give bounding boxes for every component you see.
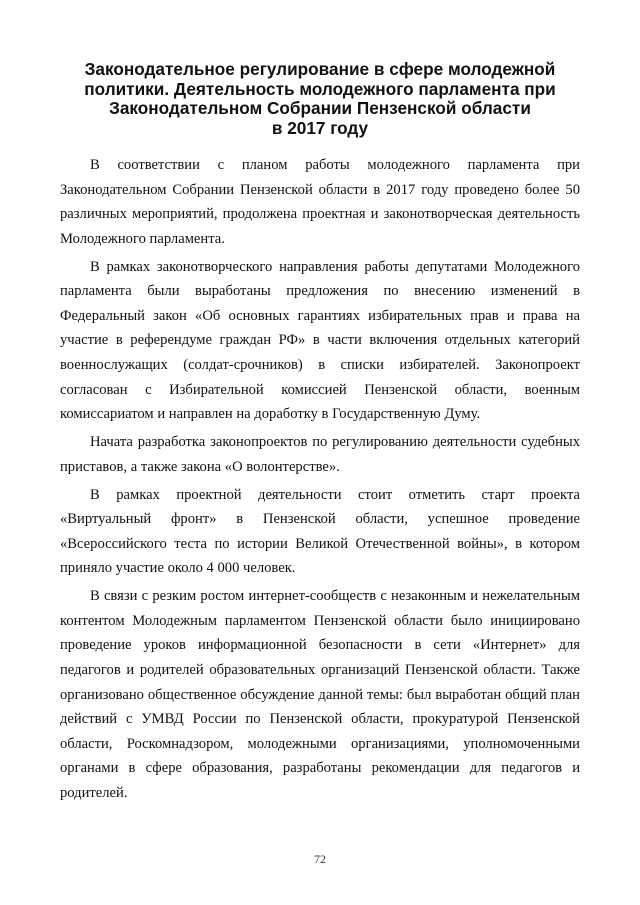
title-line: политики. Деятельность молодежного парламента при <box>84 78 556 99</box>
paragraph-new-bills: Начата разработка законопроектов по регулированию деятельности судебных приставов, а также закона «О волонтерстве». <box>60 434 580 475</box>
document-title <box>60 60 580 138</box>
document-body <box>60 153 580 809</box>
title-line: Законодательном Собрании Пензенской области <box>109 98 531 118</box>
page-number: 72 <box>314 852 326 866</box>
title-line: в 2017 году <box>271 117 369 138</box>
paragraph-plan-results: В соответствии с планом работы молодежного парламента при Законодательном Собрании Пензенской области в 2017 году проведено более 50 различных мероприятий, продолжена проектная и законотворческая деятельность Молодежного парламента. <box>60 157 580 247</box>
paragraph-internet-safety: В связи с резким ростом интернет-сообществ с незаконным и нежелательным контентом Молодежным парламентом Пензенской области было инициировано проведение уроков информационной безопасности в сети «Интернет» для педагогов и родителей образовательных организаций Пензенской области. Также организовано общественное обсуждение данной темы: был выработан общий план действий с УМВД России по Пензенской области, прокуратурой Пензенской области, Роскомнадзором, молодежными организациями, уполномоченными органами в сфере образования, разработаны рекомендации для педагогов и родителей. <box>60 588 580 802</box>
paragraph-legislative-work: В рамках законотворческого направления работы депутатами Молодежного парламента были выработаны предложения по внесению изменений в Федеральный закон «Об основных гарантиях избирательных прав и права на участие в референдуме граждан РФ» в части включения отдельных категорий военнослужащих (солдат-срочников) в списки избирателей. Законопроект согласован с Избирательной комиссией Пензенской области, военным комиссариатом и направлен на доработку в Государственную Думу. <box>60 258 580 423</box>
paragraph-projects: В рамках проектной деятельности стоит отметить старт проекта «Виртуальный фронт» в Пензенской области, успешное проведение «Всероссийского теста по истории Великой Отечественной войны», в котором приняло участие около 4 000 человек. <box>60 486 580 577</box>
title-line: Законодательное регулирование в сфере молодежной <box>84 59 556 79</box>
